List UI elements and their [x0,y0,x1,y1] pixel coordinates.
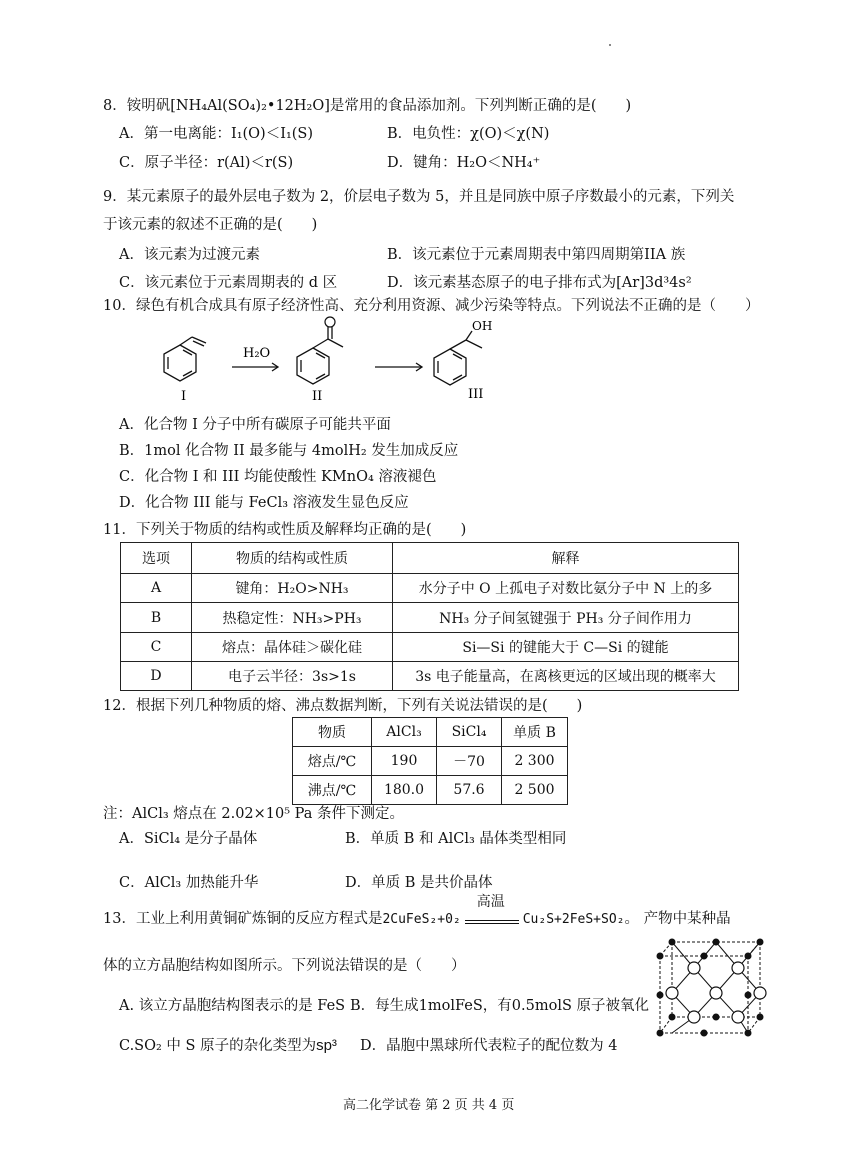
q11-cell: C [121,633,192,662]
q11-cell: 水分子中 O 上孤电子对数比氨分子中 N 上的多 [393,574,739,603]
black-atom [745,1030,752,1037]
hybridization-label: sp³ [316,1037,337,1054]
q11-cell: NH₃ 分子间氢键强于 PH₃ 分子间作用力 [393,603,739,633]
q12-option-a: A．SiCl₄ 是分子晶体 [119,831,258,847]
q11-cell: 电子云半径：3s>1s [192,662,393,691]
q11-cell: 3s 电子能量高，在离核更远的区域出现的概率大 [393,662,739,691]
q11-cell: 热稳定性：NH₃>PH₃ [192,603,393,633]
q12-stem: 12．根据下列几种物质的熔、沸点数据判断，下列有关说法错误的是( ) [103,698,583,714]
compound-label-ii: II [312,389,323,404]
q12-option-d: D．单质 B 是共价晶体 [345,875,493,891]
q12-header: SiCl₄ [437,718,502,747]
q10-stem: 10．绿色有机合成具有原子经济性高、充分利用资源、减少污染等特点。下列说法不正确的是（ ） [103,298,760,314]
q12-header: 单质 B [502,718,568,747]
black-atom [757,1014,764,1021]
reagent-label: H₂O [243,346,271,361]
q12-cell: 190 [372,747,437,776]
q8-option-c: C．原子半径：r(Al)＜r(S) [119,155,294,171]
equation-left: 2CuFeS₂+0₂ [382,912,461,927]
q12-option-c: C．AlCl₃ 加热能升华 [119,875,259,891]
q11-cell: D [121,662,192,691]
q13-option-c-text: C.SO₂ 中 S 原子的杂化类型为 [119,1038,317,1054]
q13-stem-suffix: 。 产物中某种晶 [624,911,731,927]
white-atom [688,962,700,974]
black-atom [701,1030,708,1037]
crystal-cell-diagram [638,938,770,1050]
q13-stem-line2: 体的立方晶胞结构如图所示。下列说法错误的是（ ） [103,958,466,974]
q11-table [120,542,739,691]
black-atom [657,1030,664,1037]
benzene-ring-iii [434,349,466,385]
q11-header-property: 物质的结构或性质 [192,543,393,574]
white-atom [688,1011,700,1023]
equation-arrow [461,894,523,929]
page-footer: 高二化学试卷 第 2 页 共 4 页 [343,1098,515,1113]
q12-cell: 沸点/℃ [293,776,372,805]
black-atom [745,953,752,960]
black-atom [745,992,752,999]
q13-stem-line1 [103,894,731,930]
q10-option-c: C．化合物 I 和 III 均能使酸性 KMnO₄ 溶液褪色 [119,469,437,485]
q11-cell: 熔点：晶体硅＞碳化硅 [192,633,393,662]
black-atom [757,939,764,946]
q11-cell: 键角：H₂O>NH₃ [192,574,393,603]
q10-option-b: B．1mol 化合物 II 最多能与 4molH₂ 发生加成反应 [119,443,459,459]
q12-note: 注：AlCl₃ 熔点在 2.02×10⁵ Pa 条件下测定。 [103,806,405,822]
q12-cell: 2 300 [502,747,568,776]
q12-header: AlCl₃ [372,718,437,747]
black-atom [713,939,720,946]
q12-table [292,717,568,805]
black-atom [669,1014,676,1021]
q10-option-d: D．化合物 III 能与 FeCl₃ 溶液发生显色反应 [119,495,409,511]
q9-stem-line2: 于该元素的叙述不正确的是( ) [103,217,318,233]
q9-option-a: A．该元素为过渡元素 [119,247,260,263]
white-atom [732,1011,744,1023]
compound-label-i: I [181,389,187,404]
q8-stem: 8．铵明矾[NH₄Al(SO₄)₂•12H₂O]是常用的食品添加剂。下列判断正确的是( ) [103,98,632,114]
oh-label: OH [472,319,493,333]
white-atom [710,987,722,999]
q13-option-c [119,1036,337,1056]
q9-stem-line1: 9．某元素原子的最外层电子数为 2，价层电子数为 5，并且是同族中原子序数最小的元素，下列关 [103,189,735,205]
q12-cell: 熔点/℃ [293,747,372,776]
q12-cell: 180.0 [372,776,437,805]
equation-right: Cu₂S+2FeS+SO₂ [522,912,625,927]
q13-stem-prefix: 13．工业上利用黄铜矿炼铜的反应方程式是 [103,911,383,927]
q12-header: 物质 [293,718,372,747]
q13-option-b: B．每生成1molFeS，有0.5molS 原子被氧化 [350,998,649,1014]
q12-option-b: B．单质 B 和 AlCl₃ 晶体类型相同 [345,831,567,847]
q11-cell: A [121,574,192,603]
black-atom [713,1014,720,1021]
black-atom [669,939,676,946]
compound-label-iii: III [468,387,484,402]
q9-option-c: C．该元素位于元素周期表的 d 区 [119,275,338,291]
q9-option-d: D．该元素基态原子的电子排布式为[Ar]3d³4s² [387,275,692,291]
q12-cell: 57.6 [437,776,502,805]
q11-cell: Si—Si 的键能大于 C—Si 的键能 [393,633,739,662]
reaction-scheme [150,319,530,405]
black-atom [701,953,708,960]
q11-cell: B [121,603,192,633]
white-atom [754,987,766,999]
q13-option-a: A. 该立方晶胞结构图表示的是 FeS [119,998,346,1014]
q12-cell: －70 [437,747,502,776]
q11-header-explanation: 解释 [393,543,739,574]
white-atom [666,987,678,999]
q12-cell: 2 500 [502,776,568,805]
q9-option-b: B．该元素位于元素周期表中第四周期第IIA 族 [387,247,686,263]
carbonyl-oxygen [325,317,335,327]
q8-option-a: A．第一电离能：I₁(O)＜I₁(S) [119,126,314,142]
benzene-ring-i [164,345,196,381]
equation-condition: 高温 [476,894,505,910]
scan-dot [609,44,611,46]
q13-option-d: D．晶胞中黑球所代表粒子的配位数为 4 [360,1038,618,1054]
benzene-ring-ii [297,348,329,384]
q8-option-b: B．电负性：χ(O)＜χ(N) [387,126,550,142]
q10-option-a: A．化合物 I 分子中所有碳原子可能共平面 [119,417,391,433]
q11-header-option: 选项 [121,543,192,574]
black-atom [657,992,664,999]
q8-option-d: D．键角：H₂O＜NH₄⁺ [387,155,541,171]
white-atom [732,962,744,974]
black-atom [657,953,664,960]
q11-stem: 11．下列关于物质的结构或性质及解释均正确的是( ) [103,522,467,538]
